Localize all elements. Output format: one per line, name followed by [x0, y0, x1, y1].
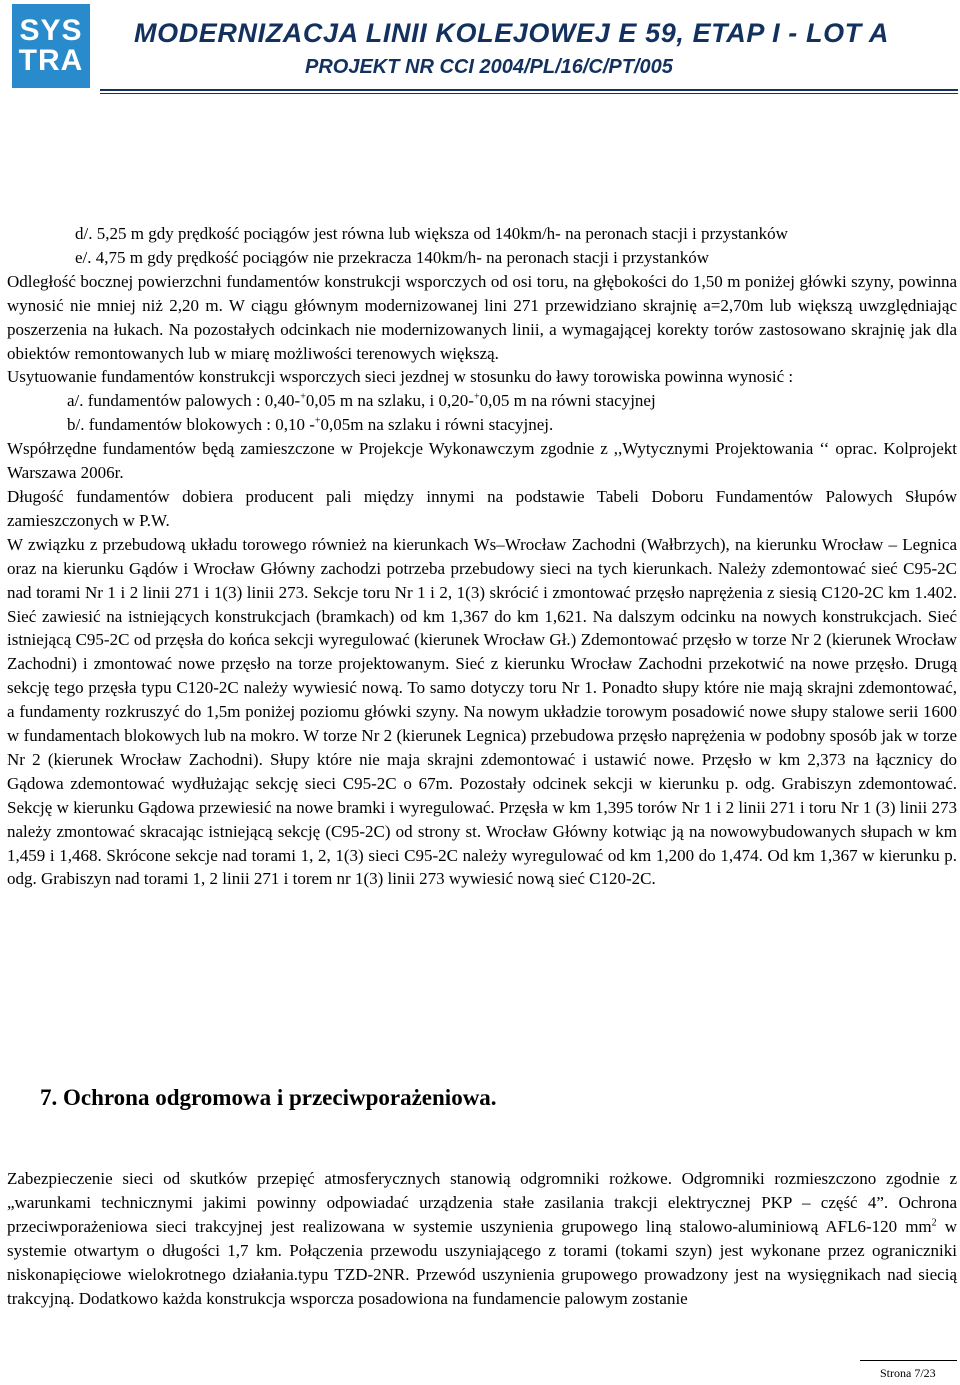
paragraph-usytuowanie: Usytuowanie fundamentów konstrukcji wsporczych sieci jezdnej w stosunku do ławy torowiska powinna wynosić : — [7, 367, 794, 387]
section-heading: 7. Ochrona odgromowa i przeciwporażeniowa. — [40, 1085, 497, 1110]
paragraph-przebudowa: W związku z przebudową układu torowego również na kierunkach Ws–Wrocław Zachodni (Wałbrzych), na kierunku Wrocław – Legnica oraz na kierunku Gądów i Wrocław Główny zachodzi potrzeba przebudowy sieci na tych kierunkach. Należy zdemontować sieć C95-2C nad torami Nr 1 i 2 linii 271 i 1(3) linii 273. Sekcje toru Nr 1 i 2, 1(3) skrócić i zmontować przęsło naprężenia z siesią C120-2C km 1.402. Sieć zawiesić na istniejących konstrukcjach (bramkach) od km 1,367 do km 1,621. Na dalszym odcinku na nowych konstrukcjach. Sieć istniejącą C95-2C od przęsła do końca sekcji wyregulować (kierunek Wrocław Gł.) Zdemontować przęsło w torze Nr 2 (kierunek Wrocław Zachodni) i zmontować nowe przęsło na torze projektowanym. Sieć z kierunku Wrocław Zachodni przekotwić na nowe przęsło. Drugą sekcję tego przęsła typu C120-2C należy wywiesić nową. To samo dotyczy toru Nr 1. Ponadto słupy które nie mają skrajni zdemontować, a fundamenty rozkruszyć do 1,5m poniżej poziomu główki szyny. Na nowym układzie torowym posadowić nowe słupy stalowe serii 1600 w fundamentach blokowych lub na mokro. W torze Nr 2 (kierunek Legnica) przebudowa przęsło naprężenia w podobny sposób jak w torze Nr 2 (kierunek Wrocław Zachodni). Słupy które nie maja skrajni zdemontować i ustawić nowe. Przęsło w km 2,373 na łącznicy do Gądowa zdemontować wydłużając sekcję sieci C95-2C o 67m. Pozostały odcinek sekcji w kierunku p. odg. Grabiszyn zdemontować. Sekcję w kierunku Gądowa przewiesić na nowe bramki i wyregulować. Przęsła w km 1,395 torów Nr 1 i 2 linii 271 i toru Nr 1 (3) linii 273 należy zmontować skracając istniejącą sekcję (C95-2C) od strony st. Wrocław Główny kotwiąc ją na nowowybudowanych słupach w km 1,459 i 1,468. Skrócone sekcje nad torami 1, 2, 1(3) sieci C95-2C należy wyregulować od km 1,200 do 1,474. Od km 1,367 w kierunku p. odg. Grabiszyn nad torami 1, 2 linii 271 i torem nr 1(3) linii 273 wywiesić nową sieć C120-2C. — [7, 534, 957, 889]
logo-line-2: TRA — [18, 44, 84, 77]
paragraph-dlugosc: Długość fundamentów dobiera producent pali między innymi na podstawie Tabeli Doboru Fundamentów Palowych Słupów zamieszczonych w P.W. — [7, 486, 957, 530]
project-number: PROJEKT NR CCI 2004/PL/16/C/PT/005 — [305, 56, 673, 78]
body-text — [7, 222, 957, 891]
paragraph-wspolrzedne: Współrzędne fundamentów będą zamieszczone w Projekcje Wykonawczym zgodnie z ,,Wytycznymi Projektowania ‘‘ oprac. Kolprojekt Warszawa 2006r. — [7, 439, 957, 483]
footer-divider — [860, 1360, 957, 1361]
page-number: Strona 7/23 — [880, 1366, 936, 1380]
section-body — [7, 1167, 957, 1311]
list-item-d: d/. 5,25 m gdy prędkość pociągów jest równa lub większa od 140km/h- na peronach stacji i przystanków — [75, 224, 788, 243]
document-title: MODERNIZACJA LINII KOLEJOWEJ E 59, ETAP I - LOT A — [134, 18, 889, 48]
header-divider — [100, 89, 958, 91]
paragraph-distance: Odległość bocznej powierzchni fundamentów konstrukcji wsporczych od osi toru, na głębokości do 1,50 m poniżej główki szyny, powinna wynosić nie mniej niż 2,20 m. W ciągu głównym modernizowanej lini 271 przewidziano skrajnię a=2,70m lub większą uwzględniając poszerzenia na łukach. Na pozostałych odcinkach nie modernizowanych linii, a wymagającej korekty torów zastosowano skrajnię jak dla obiektów remontowanych lub w miarę możliwości terenowych większą. — [7, 271, 957, 363]
list-item-e: e/. 4,75 m gdy prędkość pociągów nie przekracza 140km/h- na peronach stacji i przystanków — [75, 247, 709, 267]
header-divider-thin — [100, 93, 958, 94]
page-header — [0, 0, 960, 112]
logo-line-1: SYS — [19, 14, 83, 47]
paragraph-ochrona: Zabezpieczenie sieci od skutków przepięć atmosferycznych stanowią odgromniki rożkowe. Odgromniki rozmieszczono zgodnie z „warunkami technicznymi jakimi powinny odpowiadać urządzenia stałe zasilania trakcji elektrycznej PKP – część 4”. Ochrona przeciwporażeniowa sieci trakcyjnej jest realizowana w systemie uszynienia grupowego liną stalowo-aluminiową AFL6-120 $mm^2$ w systemie otwartym o długości 1,7 km. Połączenia przewodu uszyniającego z torami (tokami szyn) jest wykonane przez ograniczniki niskonapięciowe wielokrotnego działania.typu TZD-2NR. Przewód uszynienia grupowego prowadzony jest na wysięgnikach nad siecią trakcyjną. Dodatkowo każda konstrukcja wsporcza posadowiona na fundamencie palowym zostanie — [7, 1169, 958, 1308]
list-item-b: b/. fundamentów blokowych : 0,10 -+0,05m na szlaku i równi stacyjnej. — [67, 415, 554, 435]
systra-logo — [12, 4, 90, 88]
list-item-a: a/. fundamentów palowych : 0,40-+0,05 m na szlaku, i 0,20-+0,05 m na równi stacyjnej — [67, 391, 656, 411]
